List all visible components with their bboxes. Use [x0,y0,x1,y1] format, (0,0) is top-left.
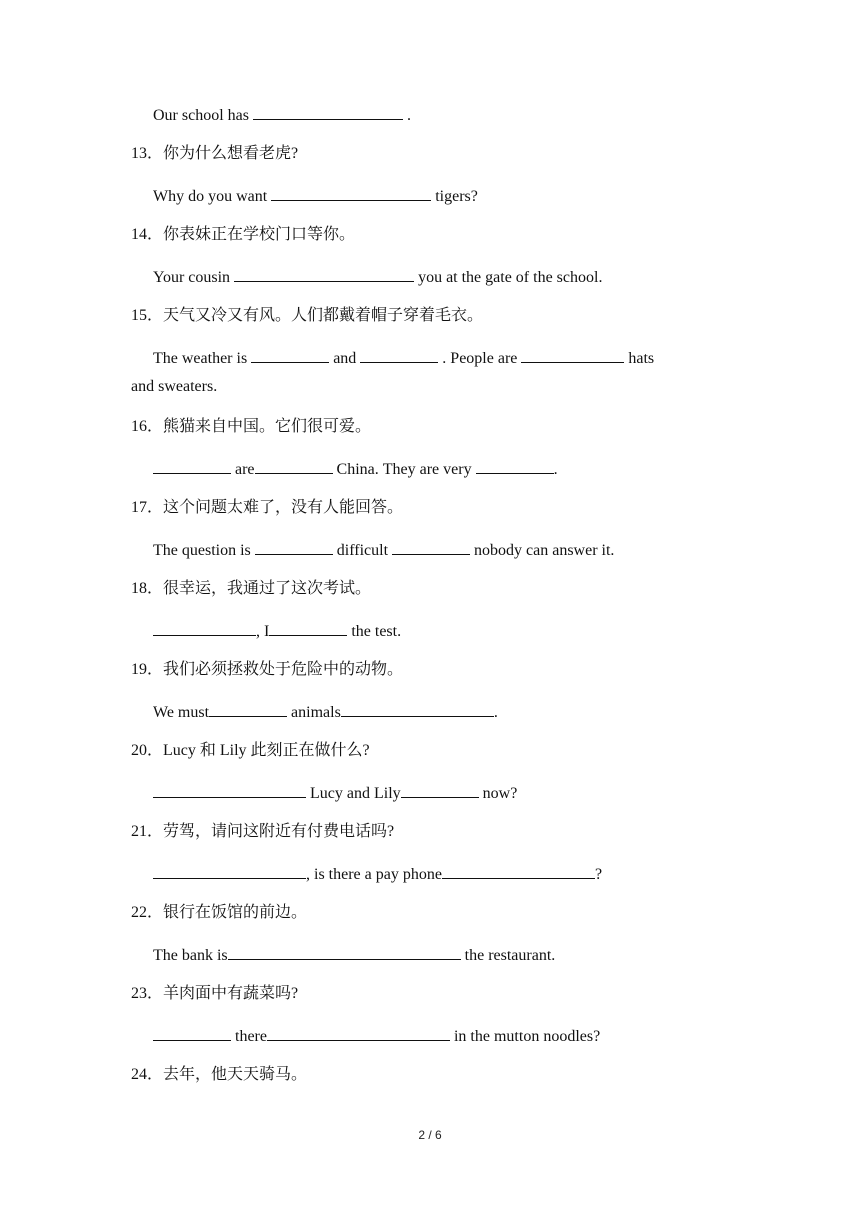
answer-line-continuation-q15: and sweaters. [131,378,218,395]
answer-blank[interactable] [228,944,461,960]
sentence-text: you at the gate of the school. [414,269,603,286]
answer-blank[interactable] [360,347,438,363]
sentence-text: Lucy and Lily [306,785,401,802]
sentence-text: tigers? [431,188,478,205]
question-prompt-q19: 19．我们必须拯救处于危险中的动物。 [131,661,404,678]
question-prompt-q17: 17．这个问题太难了，没有人能回答。 [131,499,404,516]
question-prompt-q16: 16．熊猫来自中国。它们很可爱。 [131,418,372,435]
sentence-text: . [553,461,558,478]
sentence-text: The question is [153,542,255,559]
answer-blank[interactable] [251,347,329,363]
sentence-text: the test. [347,623,402,640]
answer-line-q20 [153,782,517,804]
answer-line-q17 [153,539,614,561]
question-prompt-q20: 20．Lucy 和 Lily 此刻正在做什么? [131,742,370,759]
answer-blank[interactable] [255,539,333,555]
answer-blank[interactable] [153,620,256,636]
sentence-text: there [231,1028,267,1045]
answer-line-q18 [153,620,401,642]
answer-line-q14 [153,266,602,288]
sentence-text: Our school has [153,107,253,124]
answer-blank[interactable] [476,458,554,474]
sentence-text: The weather is [153,350,252,367]
answer-blank[interactable] [153,1025,231,1041]
answer-blank[interactable] [269,620,347,636]
answer-line-q23 [153,1025,600,1047]
answer-blank[interactable] [442,863,595,879]
answer-blank[interactable] [255,458,333,474]
sentence-text: We must [153,704,210,721]
answer-blank[interactable] [153,863,306,879]
answer-blank[interactable] [153,782,306,798]
answer-blank[interactable] [271,185,431,201]
sentence-text: ? [594,866,603,883]
page-number: 2 / 6 [418,1128,442,1142]
answer-blank[interactable] [209,701,287,717]
answer-blank[interactable] [253,104,403,120]
answer-blank[interactable] [521,347,624,363]
sentence-text: China. They are very [332,461,476,478]
sentence-text: nobody can answer it. [470,542,615,559]
answer-blank[interactable] [267,1025,450,1041]
answer-blank[interactable] [341,701,494,717]
sentence-text: The bank is [153,947,228,964]
sentence-text: in the mutton noodles? [449,1028,601,1045]
question-prompt-q14: 14．你表妹正在学校门口等你。 [131,226,356,243]
question-prompt-q18: 18．很幸运，我通过了这次考试。 [131,580,372,597]
sentence-text: animals [287,704,341,721]
sentence-text: hats [624,350,655,367]
answer-line-q21 [153,863,602,885]
sentence-text: Why do you want [153,188,272,205]
sentence-text: , is there a pay phone [306,866,442,883]
question-prompt-q13: 13．你为什么想看老虎? [131,145,299,162]
sentence-text: , I [256,623,270,640]
answer-blank[interactable] [392,539,470,555]
sentence-text: and [329,350,361,367]
answer-line-q13 [153,185,478,207]
question-prompt-q24: 24．去年，他天天骑马。 [131,1066,308,1083]
sentence-text: . [402,107,411,124]
sentence-text: difficult [332,542,393,559]
sentence-text: . [493,704,498,721]
answer-line-q15 [153,347,654,369]
question-prompt-q15: 15．天气又冷又有风。人们都戴着帽子穿着毛衣。 [131,307,484,324]
answer-blank[interactable] [234,266,414,282]
sentence-text: now? [478,785,518,802]
question-prompt-q22: 22．银行在饭馆的前边。 [131,904,308,921]
answer-line-q16 [153,458,558,480]
sentence-text: the restaurant. [460,947,556,964]
question-prompt-q21: 21．劳驾，请问这附近有付费电话吗? [131,823,395,840]
answer-line-q22 [153,944,555,966]
question-prompt-q23: 23．羊肉面中有蔬菜吗? [131,985,299,1002]
answer-blank[interactable] [401,782,479,798]
answer-line-q12 [153,104,411,126]
sentence-text: . People are [438,350,522,367]
sentence-text: Your cousin [153,269,235,286]
answer-blank[interactable] [153,458,231,474]
answer-line-q19 [153,701,498,723]
sentence-text: are [231,461,255,478]
